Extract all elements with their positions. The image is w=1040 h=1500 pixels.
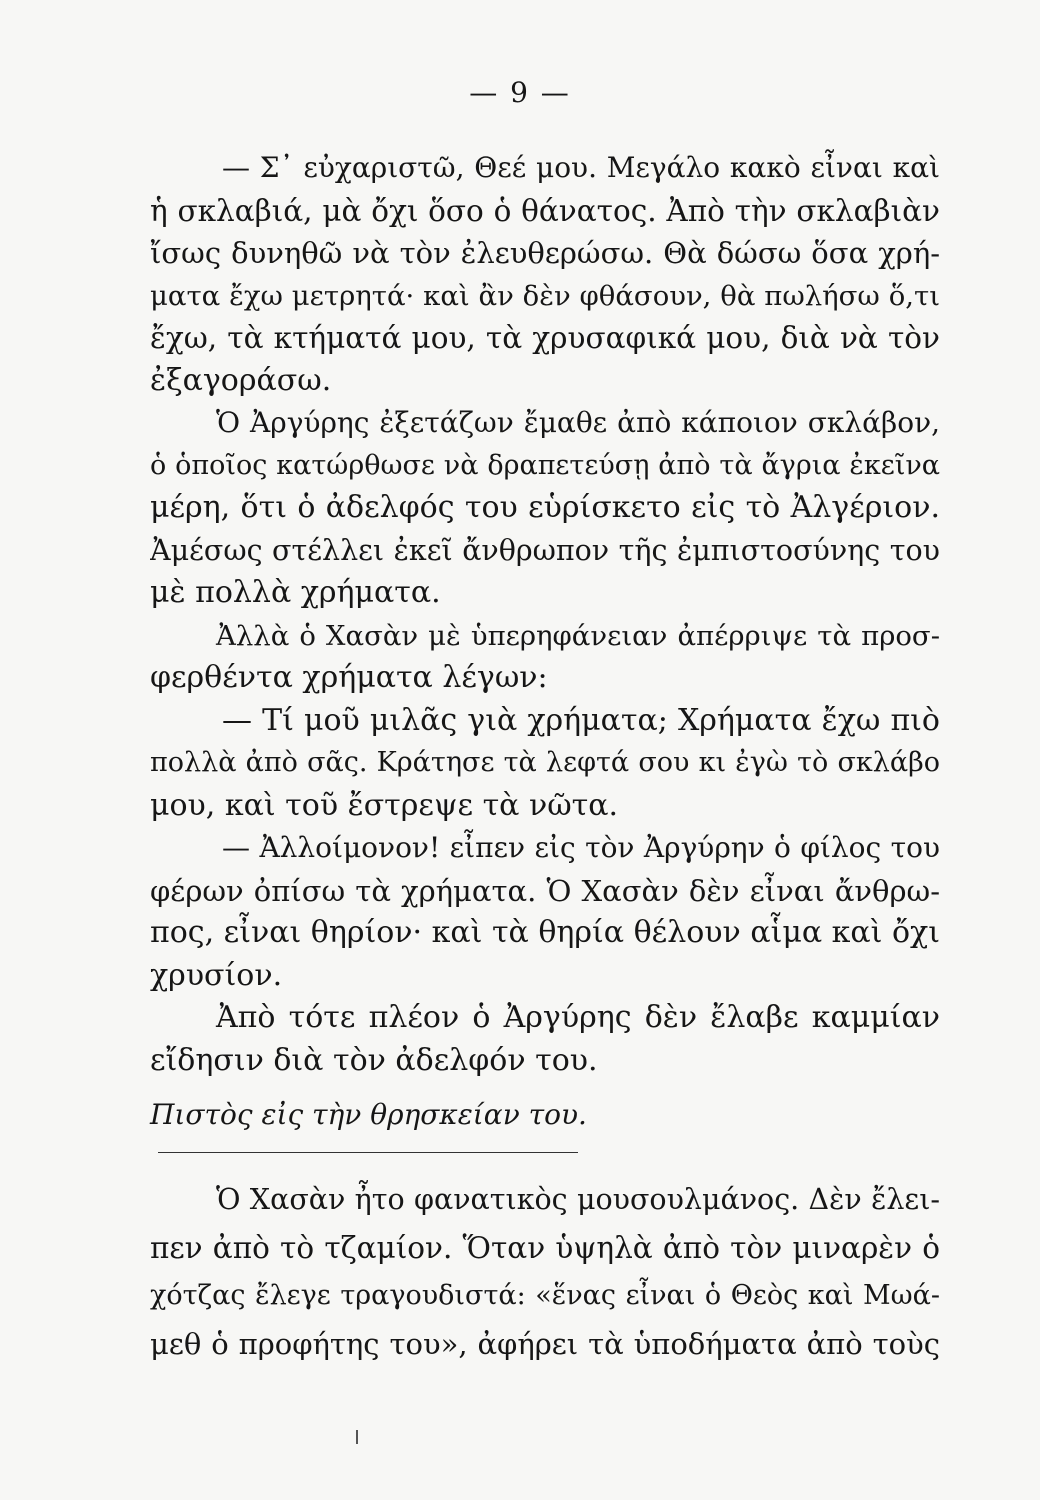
text-line: ἔχω, τὰ κτήματά μου, τὰ χρυσαφικά μου, διὰ νὰ τὸν [150,321,940,355]
text-line: πος, εἶναι θηρίον· καὶ τὰ θηρία θέλουν αἷμα καὶ ὄχι [150,915,940,950]
text-line: φέρων ὀπίσω τὰ χρήματα. Ὁ Χασὰν δὲν εἶναι ἄνθρω- [150,873,940,908]
text-line: πολλὰ ἀπὸ σᾶς. Κράτησε τὰ λεφτά σου κι ἐγὼ τὸ σκλάβο [150,747,940,778]
text-line: Ὁ Ἀργύρης ἐξετάζων ἔμαθε ἀπὸ κάποιον σκλάβον, [216,406,940,439]
text-line: ἡ σκλαβιά, μὰ ὄχι ὅσο ὁ θάνατος. Ἀπὸ τὴν σκλαβιὰν [150,193,940,228]
text-line: Ὁ Χασὰν ἦτο φανατικὸς μουσουλμάνος. Δὲν ἔλει- [216,1183,940,1216]
section-title: Πιστὸς εἰς τὴν θρησκείαν του. [150,1098,587,1131]
page-number: — 9 — [469,76,571,109]
text-line: φερθέντα χρήματα λέγων: [150,660,548,695]
text-line: Ἀμέσως στέλλει ἐκεῖ ἄνθρωπον τῆς ἐμπιστοσύνης του [150,533,940,567]
text-line: ὁ ὁποῖος κατώρθωσε νὰ δραπετεύσῃ ἀπὸ τὰ ἄγρια ἐκεῖνα [150,449,940,481]
text-line: ματα ἔχω μετρητά· καὶ ἂν δὲν φθάσουν, θὰ πωλήσω ὅ,τι [150,279,940,312]
text-line: μὲ πολλὰ χρήματα. [150,575,441,610]
text-line: μεθ ὁ προφήτης του», ἀφήρει τὰ ὑποδήματα ἀπὸ τοὺς [150,1327,940,1361]
text-line: ἴσως δυνηθῶ νὰ τὸν ἐλευθερώσω. Θὰ δώσω ὅσα χρή- [150,236,940,270]
text-line: εἴδησιν διὰ τὸν ἀδελφόν του. [150,1042,598,1078]
text-line: — Σ᾽ εὐχαριστῶ, Θεέ μου. Μεγάλο κακὸ εἶναι καὶ [222,151,940,184]
text-line: χρυσίον. [150,957,283,993]
text-line: Ἀλλὰ ὁ Χασὰν μὲ ὑπερηφάνειαν ἀπέρριψε τὰ προσ- [216,619,940,652]
text-line: πεν ἀπὸ τὸ τζαμίον. Ὅταν ὑψηλὰ ἀπὸ τὸν μιναρὲν ὁ [150,1231,940,1265]
text-line: μου, καὶ τοῦ ἔστρεψε τὰ νῶτα. [150,787,619,823]
section-divider [158,1152,578,1153]
text-line: μέρη, ὅτι ὁ ἀδελφός του εὑρίσκετο εἰς τὸ Ἀλγέριον. [150,490,940,525]
print-speck [356,1430,358,1444]
text-line: Ἀπὸ τότε πλέον ὁ Ἀργύρης δὲν ἔλαβε καμμίαν [216,1000,940,1035]
text-line: — Τί μοῦ μιλᾶς γιὰ χρήματα; Χρήματα ἔχω πιὸ [222,702,940,738]
text-line: χότζας ἔλεγε τραγουδιστά: «ἕνας εἶναι ὁ Θεὸς καὶ Μωά- [150,1280,940,1311]
text-line: ἐξαγοράσω. [150,362,332,398]
text-line: — Ἀλλοίμονον! εἶπεν εἰς τὸν Ἀργύρην ὁ φίλος του [222,831,940,864]
